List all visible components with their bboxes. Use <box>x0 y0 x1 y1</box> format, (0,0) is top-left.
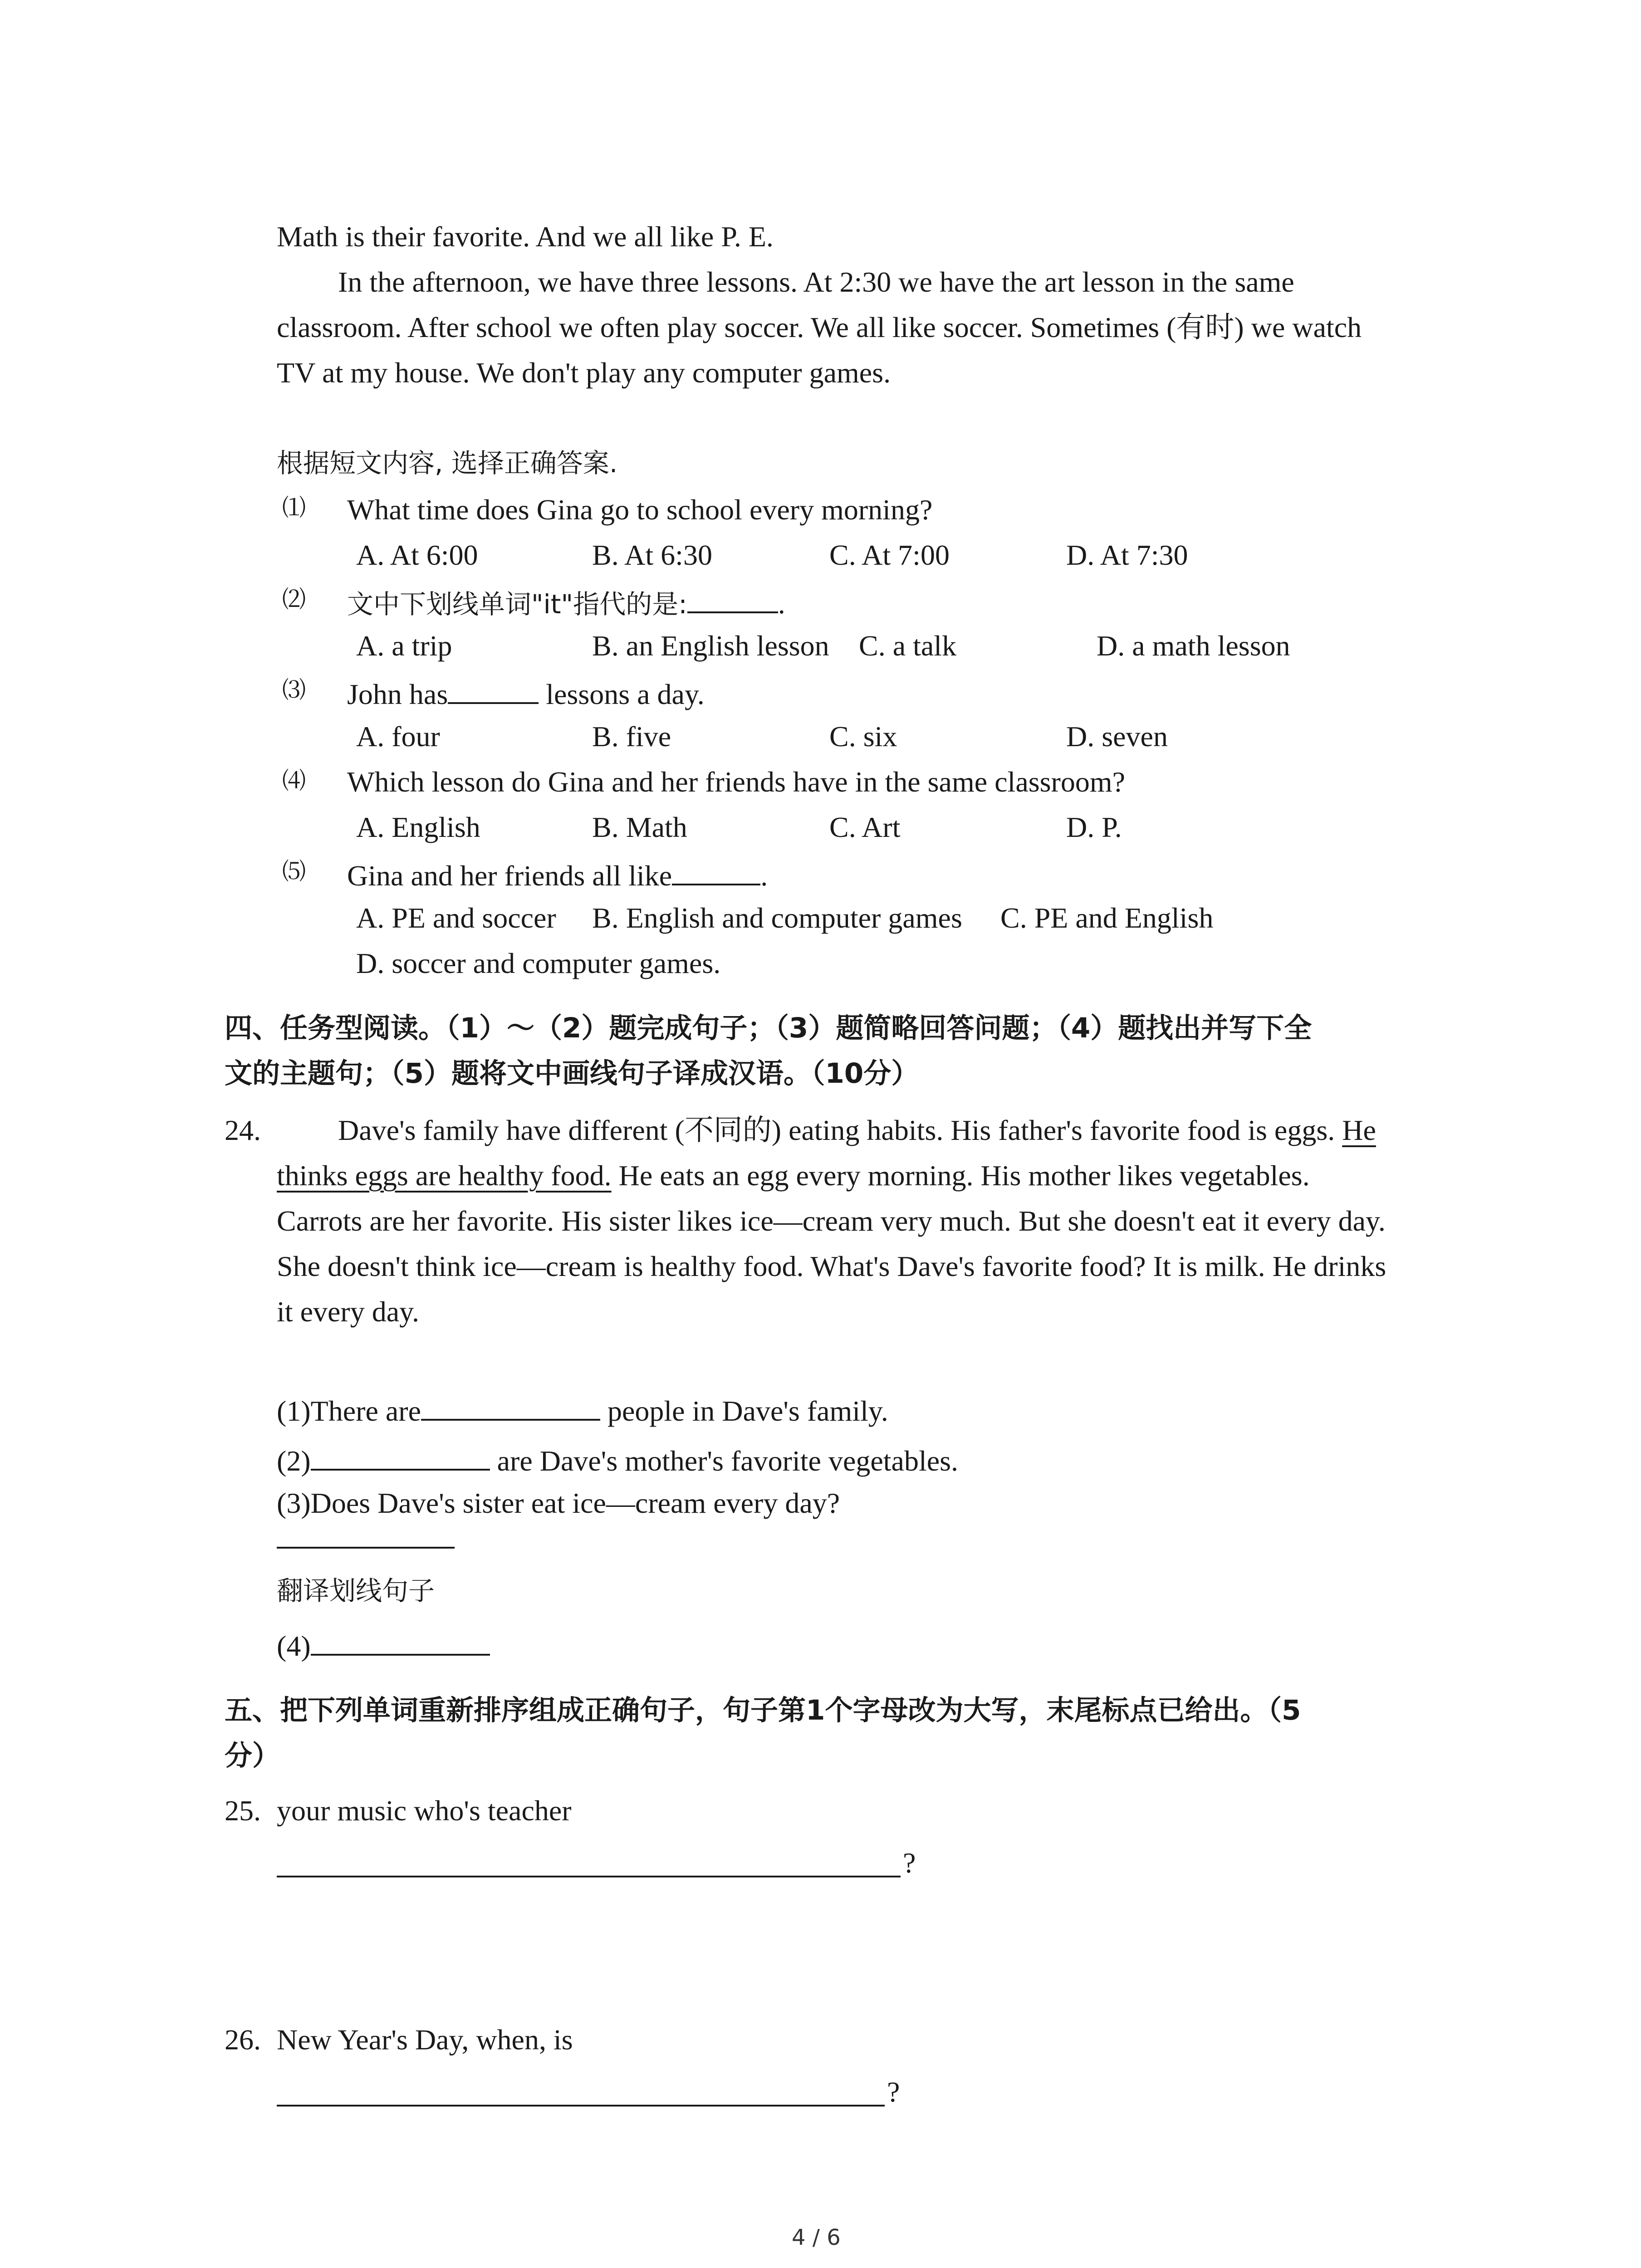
option-b: B. At 6:30 <box>592 539 712 571</box>
section-heading: 四、任务型阅读。（1）～（2）题完成句子；（3）题简略回答问题；（4）题找出并写下全 <box>225 1012 1312 1044</box>
subquestion-text: (4) <box>277 1630 311 1662</box>
question-number: ⑶ <box>282 677 306 704</box>
answer-blank[interactable] <box>672 858 760 885</box>
option-d: D. soccer and computer games. <box>356 947 721 979</box>
option-d: D. At 7:30 <box>1066 539 1188 571</box>
option-c: C. At 7:00 <box>829 539 950 571</box>
question-stem <box>347 677 705 709</box>
option-d: D. P. <box>1066 811 1122 843</box>
option-c: C. PE and English <box>1000 902 1214 934</box>
subquestion-text: (2) <box>277 1445 311 1477</box>
answer-line[interactable] <box>277 1547 455 1549</box>
passage-line: Math is their favorite. And we all like P. E. <box>277 220 774 253</box>
subquestion-2 <box>277 1443 958 1476</box>
translate-label: 翻译划线句子 <box>277 1575 435 1606</box>
question-number: ⑸ <box>282 858 306 885</box>
option-c: C. six <box>829 720 897 753</box>
page-number: 4 / 6 <box>792 2225 841 2250</box>
question-number: 24. <box>225 1114 261 1146</box>
question-number: ⑴ <box>282 494 306 522</box>
section-heading: 文的主题句；（5）题将文中画线句子译成汉语。（10分） <box>225 1057 919 1090</box>
option-a: A. English <box>356 811 480 843</box>
answer-blank[interactable] <box>687 586 778 613</box>
passage-text: He eats an egg every morning. His mother likes vegetables. <box>611 1159 1310 1192</box>
option-a: A. a trip <box>356 630 452 662</box>
scrambled-words: your music who's teacher <box>277 1794 572 1827</box>
underlined-sentence: thinks eggs are healthy food. <box>277 1159 612 1192</box>
passage-line: Carrots are her favorite. His sister likes ice—cream very much. But she doesn't eat it every day. <box>277 1205 1386 1237</box>
answer-blank[interactable] <box>421 1393 600 1421</box>
section-heading: 五、把下列单词重新排序组成正确句子，句子第1个字母改为大写，末尾标点已给出。（5 <box>225 1694 1301 1726</box>
answer-blank[interactable] <box>311 1628 490 1656</box>
section-heading: 分） <box>225 1740 280 1772</box>
question-stem-text: John has <box>347 678 448 710</box>
end-punctuation: ? <box>887 2076 900 2108</box>
passage-line: In the afternoon, we have three lessons. At 2:30 we have the art lesson in the same <box>338 266 1294 298</box>
option-d: D. a math lesson <box>1097 630 1290 662</box>
question-stem <box>347 858 768 890</box>
answer-line[interactable] <box>277 1876 901 1877</box>
question-number: 25. <box>225 1794 261 1827</box>
question-stem: What time does Gina go to school every morning? <box>347 494 933 526</box>
question-stem-end: . <box>778 587 785 620</box>
passage-line: She doesn't think ice—cream is healthy food. What's Dave's favorite food? It is milk. He drinks <box>277 1250 1386 1282</box>
passage-line: classroom. After school we often play soccer. We all like soccer. Sometimes (有时) we watch <box>277 311 1362 343</box>
question-number: ⑵ <box>282 586 306 613</box>
answer-blank[interactable] <box>311 1443 490 1471</box>
end-punctuation: ? <box>903 1847 916 1879</box>
subquestion-4 <box>277 1628 490 1661</box>
underlined-sentence: He <box>1342 1114 1376 1146</box>
passage-line <box>277 1161 1310 1190</box>
option-c: C. Art <box>829 811 901 843</box>
option-b: B. an English lesson <box>592 630 829 662</box>
subquestion-1 <box>277 1393 888 1426</box>
subquestion-text: are Dave's mother's favorite vegetables. <box>490 1445 959 1477</box>
option-a: A. PE and soccer <box>356 902 556 934</box>
option-d: D. seven <box>1066 720 1168 753</box>
answer-blank[interactable] <box>448 677 539 704</box>
option-c: C. a talk <box>859 630 957 662</box>
option-b: B. five <box>592 720 671 753</box>
passage-line: TV at my house. We don't play any computer games. <box>277 357 891 389</box>
passage-line: it every day. <box>277 1295 419 1328</box>
option-a: A. At 6:00 <box>356 539 478 571</box>
question-number: 26. <box>225 2024 261 2056</box>
question-stem <box>347 586 785 618</box>
subquestion-text: people in Dave's family. <box>600 1395 888 1427</box>
question-stem-end: . <box>760 860 768 892</box>
passage-line <box>338 1116 1376 1145</box>
subquestion-text: (1)There are <box>277 1395 421 1427</box>
option-b: B. Math <box>592 811 687 843</box>
instruction-text: 根据短文内容, 选择正确答案. <box>277 448 618 479</box>
question-stem-end: lessons a day. <box>539 678 705 710</box>
option-a: A. four <box>356 720 440 753</box>
scrambled-words: New Year's Day, when, is <box>277 2024 573 2056</box>
subquestion-3: (3)Does Dave's sister eat ice—cream every day? <box>277 1487 840 1519</box>
question-stem-text: Gina and her friends all like <box>347 860 672 892</box>
question-number: ⑷ <box>282 767 306 795</box>
answer-line[interactable] <box>277 2105 885 2107</box>
passage-text: Dave's family have different (不同的) eating habits. His father's favorite food is eggs. <box>338 1114 1342 1146</box>
question-stem: Which lesson do Gina and her friends have in the same classroom? <box>347 766 1126 798</box>
question-stem-text: 文中下划线单词"it"指代的是: <box>347 589 687 620</box>
option-b: B. English and computer games <box>592 902 962 934</box>
